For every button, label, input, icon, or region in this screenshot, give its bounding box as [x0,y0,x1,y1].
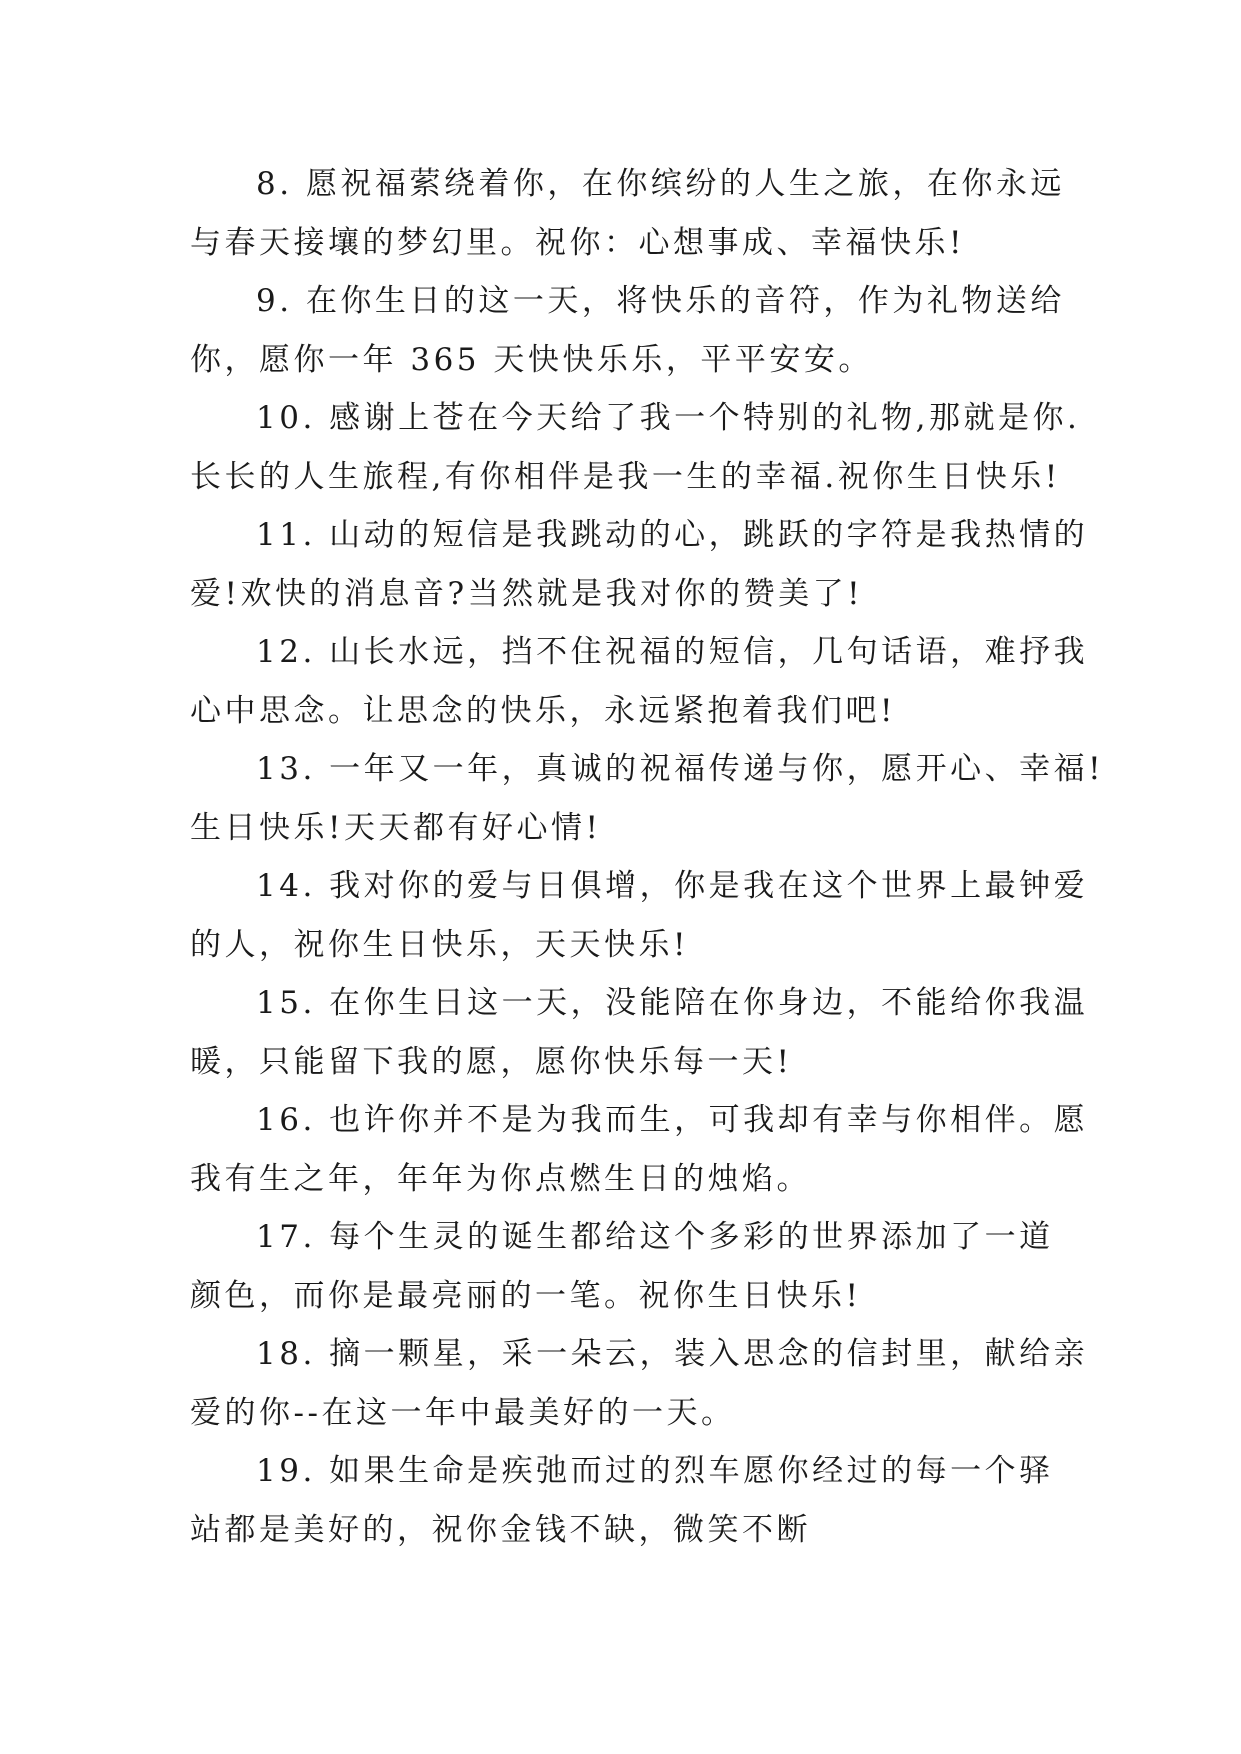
paragraph-number: 11. [256,517,316,553]
paragraph-text: 愿祝福萦绕着你，在你缤纷的人生之旅，在你永远 [305,166,1065,202]
paragraph-continuation-line: 生日快乐!天天都有好心情! [190,809,602,846]
paragraph-continuation-line: 站都是美好的，祝你金钱不缺，微笑不断 [190,1511,811,1548]
paragraph-text: 每个生灵的诞生都给这个多彩的世界添加了一道 [329,1219,1054,1255]
paragraph-text: 在你生日这一天，没能陪在你身边，不能给你我温 [329,985,1089,1021]
paragraph-number: 14. [256,868,316,904]
paragraph-text: 如果生命是疾弛而过的烈车愿你经过的每一个驿 [329,1453,1054,1489]
paragraph-text: 山动的短信是我跳动的心，跳跃的字符是我热情的 [329,517,1089,553]
paragraph-number: 16. [256,1102,316,1138]
paragraph-number: 17. [256,1219,316,1255]
paragraph-text: 我对你的爱与日俱增，你是我在这个世界上最钟爱 [329,868,1089,904]
paragraph-continuation-line: 长长的人生旅程,有你相伴是我一生的幸福.祝你生日快乐! [190,458,1061,495]
paragraph-item [190,974,1089,1091]
paragraph-first-line [190,506,1089,565]
paragraph-text: 山长水远，挡不住祝福的短信，几句话语，难抒我 [329,634,1089,670]
paragraph-item [190,389,1081,506]
paragraph-first-line [190,272,1065,331]
paragraph-number: 12. [256,634,316,670]
paragraph-number: 15. [256,985,316,1021]
paragraph-continuation-line: 爱!欢快的消息音?当然就是我对你的赞美了! [190,575,864,612]
paragraph-number: 18. [256,1336,316,1372]
paragraph-text: 在你生日的这一天，将快乐的音符，作为礼物送给 [305,283,1065,319]
paragraph-continuation-line: 心中思念。让思念的快乐，永远紧抱着我们吧! [190,692,896,729]
paragraph-item [190,857,1089,974]
paragraph-continuation-line: 暖，只能留下我的愿，愿你快乐每一天! [190,1043,793,1080]
paragraph-number: 19. [256,1453,316,1489]
paragraph-continuation-line: 颜色，而你是最亮丽的一笔。祝你生日快乐! [190,1277,862,1314]
paragraph-item [190,506,1089,623]
paragraph-item [190,155,1065,272]
paragraph-number: 8. [256,166,293,202]
paragraph-first-line [190,1325,1089,1384]
paragraph-item [190,1325,1089,1442]
paragraph-first-line [190,1091,1089,1150]
paragraph-text: 感谢上苍在今天给了我一个特别的礼物,那就是你. [329,400,1081,436]
paragraph-item [190,1442,1054,1559]
paragraph-item [190,1208,1054,1325]
paragraph-continuation-line: 你，愿你一年 365 天快快乐乐，平平安安。 [190,341,873,378]
paragraph-continuation-line: 我有生之年，年年为你点燃生日的烛焰。 [190,1160,811,1197]
paragraph-first-line [190,389,1081,448]
paragraph-item [190,740,1105,857]
paragraph-continuation-line: 爱的你--在这一年中最美好的一天。 [190,1394,736,1431]
paragraph-first-line [190,740,1105,799]
document-body [190,155,1105,1559]
paragraph-item [190,1091,1089,1208]
paragraph-continuation-line: 与春天接壤的梦幻里。祝你：心想事成、幸福快乐! [190,224,965,261]
paragraph-first-line [190,155,1065,214]
paragraph-text: 摘一颗星，采一朵云，装入思念的信封里，献给亲 [329,1336,1089,1372]
paragraph-item [190,272,1065,389]
paragraph-first-line [190,857,1089,916]
paragraph-number: 10. [256,400,316,436]
paragraph-text: 也许你并不是为我而生，可我却有幸与你相伴。愿 [329,1102,1089,1138]
paragraph-text: 一年又一年，真诚的祝福传递与你，愿开心、幸福! [329,751,1105,787]
paragraph-item [190,623,1089,740]
paragraph-first-line [190,974,1089,1033]
paragraph-first-line [190,1442,1054,1501]
paragraph-number: 13. [256,751,316,787]
paragraph-number: 9. [256,283,293,319]
paragraph-first-line [190,1208,1054,1267]
paragraph-continuation-line: 的人，祝你生日快乐，天天快乐! [190,926,689,963]
paragraph-first-line [190,623,1089,682]
